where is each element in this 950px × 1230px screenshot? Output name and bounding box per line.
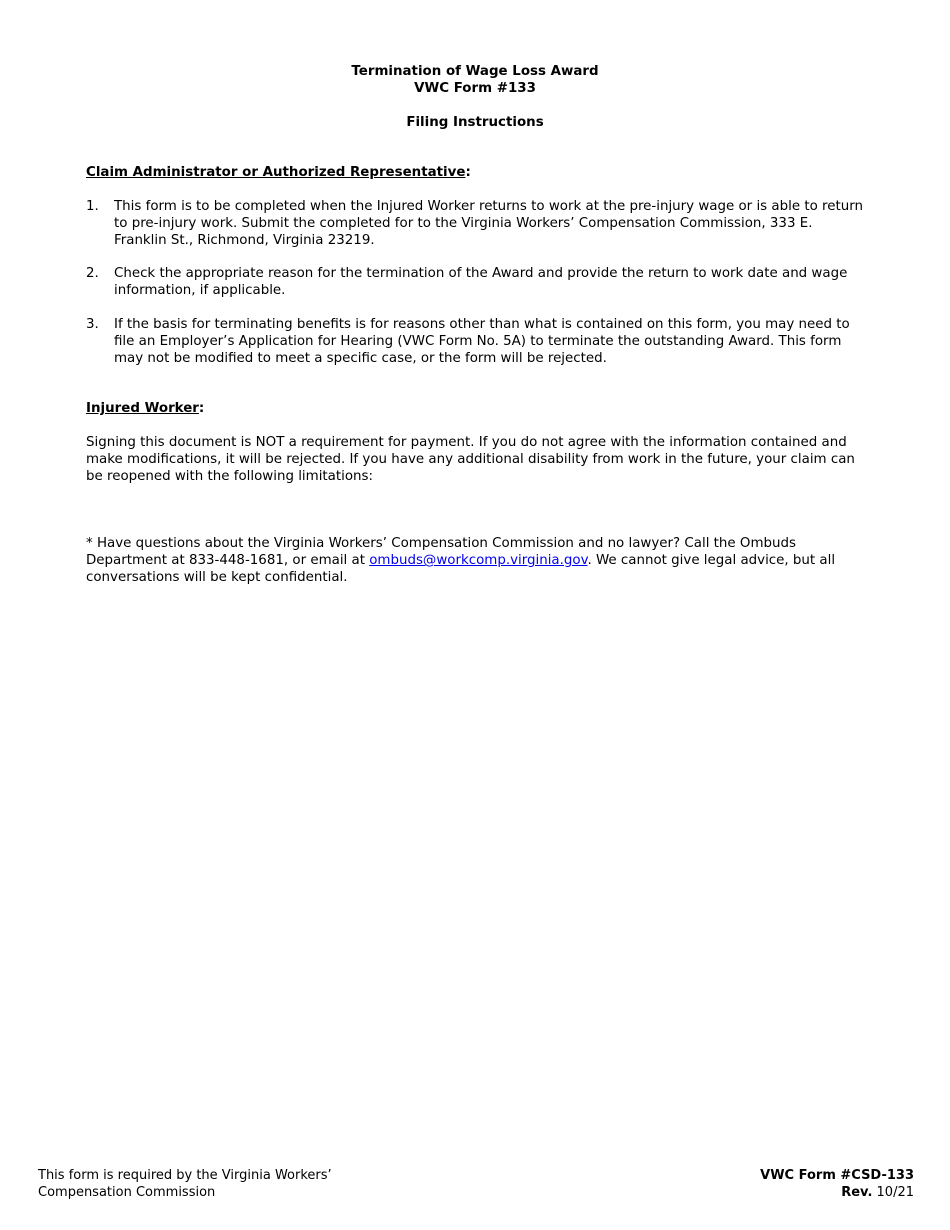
heading-colon: : <box>465 165 471 180</box>
revision-value: 10/21 <box>876 1185 914 1200</box>
instruction-number: 2. <box>86 266 99 281</box>
footer-notice-line-2: Compensation Commission <box>38 1185 216 1200</box>
instruction-text: If the basis for terminating benefits is for reasons other than what is contained on this form, you may need to file an Employer’s Application for Hearing (VWC Form No. 5A) to terminate the outstanding Award. This form may not be modified to meet a specific case, or the form will be rejected. <box>114 317 850 366</box>
document-title-block <box>0 63 950 97</box>
claim-administrator-heading-text: Claim Administrator or Authorized Representative <box>86 165 466 180</box>
document-title: Termination of Wage Loss Award <box>351 64 599 79</box>
ombuds-paragraph <box>86 535 868 586</box>
form-number: VWC Form #133 <box>414 81 536 96</box>
instruction-item <box>86 198 868 249</box>
instruction-number: 1. <box>86 199 99 214</box>
filing-instructions-heading: Filing Instructions <box>406 115 544 130</box>
instruction-text: Check the appropriate reason for the termination of the Award and provide the return to work date and wage information, if applicable. <box>114 266 848 298</box>
revision-label: Rev. <box>841 1185 873 1200</box>
ombuds-text-after: . We cannot give legal advice, but all conversations will be kept confidential. <box>86 553 836 585</box>
heading-colon: : <box>198 401 205 416</box>
injured-worker-heading <box>86 400 204 417</box>
instruction-item <box>86 265 868 299</box>
injured-worker-paragraph: Signing this document is NOT a requirement for payment. If you do not agree with the information contained and make modifications, it will be rejected. If you have any additional disability from work in the future, your claim can be reopened with the following limitations: <box>86 435 855 484</box>
ombuds-email-link[interactable]: ombuds@workcomp.virginia.gov <box>369 553 588 568</box>
instruction-text: This form is to be completed when the Injured Worker returns to work at the pre-injury wage or is able to return to pre-injury work. Submit the completed for to the Virginia Workers’ Compensation Commission, 333 E. Franklin St., Richmond, Virginia 23219. <box>114 199 863 248</box>
footer-revision <box>760 1184 914 1201</box>
instruction-number: 3. <box>86 317 99 332</box>
instruction-item <box>86 316 868 367</box>
footer-notice-line-1: This form is required by the Virginia Workers’ <box>38 1168 332 1183</box>
footer-notice <box>38 1167 332 1201</box>
footer-form-code: VWC Form #CSD-133 <box>760 1168 914 1183</box>
footer-form-info <box>760 1167 914 1201</box>
claim-administrator-heading <box>86 164 471 181</box>
injured-worker-heading-text: Injured Worker <box>86 401 199 416</box>
ombuds-text-before: * Have questions about the Virginia Workers’ Compensation Commission and no lawyer? Call the Ombuds Department at 833-448-1681, or email at <box>86 536 796 568</box>
